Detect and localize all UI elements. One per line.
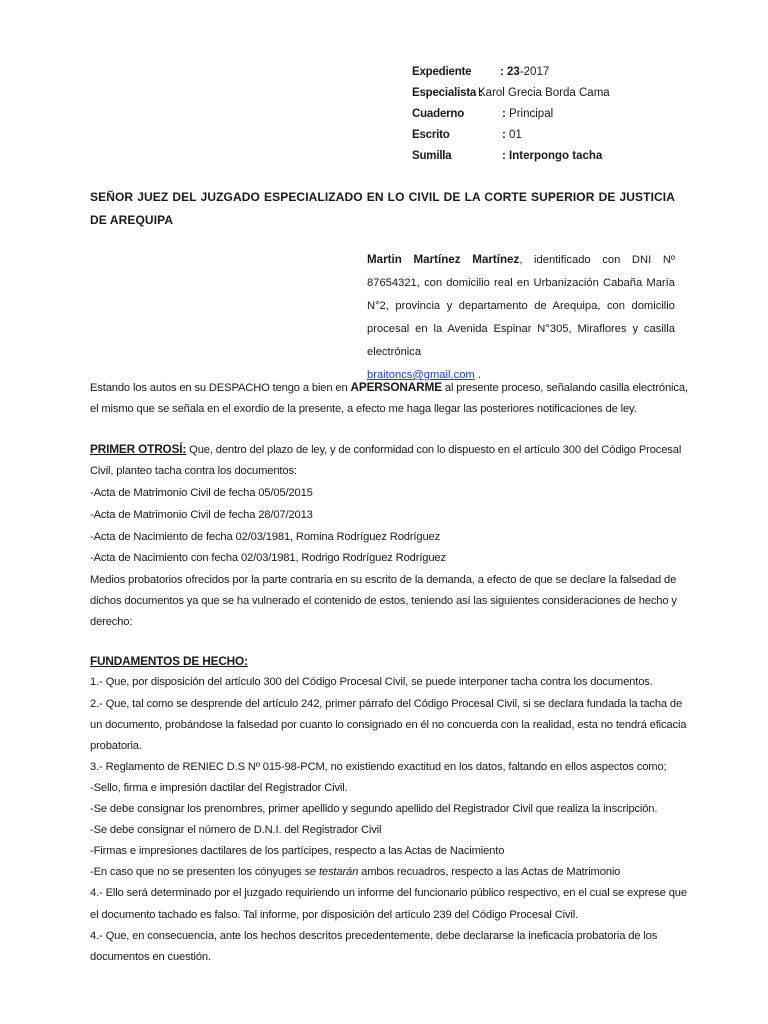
especialista-label: Especialista : — [412, 87, 483, 99]
intro-line-1: Estando los autos en su DESPACHO tengo a bien en APERSONARME al presente proceso, señalando casilla electrónica, — [90, 380, 688, 394]
party-text: , identificado con DNI Nº 87654321, con domicilio real en Urbanización Cabaña María N°2, provincia y departamento de Arequipa, con domicilio procesal en la Avenida Espinar N°305, Miraflores y casilla electrónica — [367, 254, 675, 358]
fundamento-5b: documentos en cuestión. — [90, 951, 211, 963]
fundamento-3-item: -Se debe consignar los prenombres, primer apellido y segundo apellido del Registrador Civil que realiza la inscripción. — [90, 803, 658, 815]
medios-line-1: Medios probatorios ofrecidos por la parte contraria en su escrito de la demanda, a efecto de que se declare la falsedad de — [90, 574, 677, 586]
party-name: Martin Martínez Martínez — [367, 253, 520, 266]
primer-otrosi-line-2: Civil, planteo tacha contra los documentos: — [90, 465, 297, 477]
party-block: Martin Martínez Martínez, identificado con DNI Nº 87654321, con domicilio real en Urbanización Cabaña María N°2, provincia y departamento de Arequipa, con domicilio procesal en la Avenida Espinar N°305, Miraflores y casilla electrónica braitoncs@gmail.com . — [367, 253, 675, 381]
medios-line-3: derecho: — [90, 616, 133, 628]
expediente-label: Expediente — [412, 66, 472, 78]
fundamento-3: 3.- Reglamento de RENIEC D.S Nº 015-98-PCM, no existiendo exactitud en los datos, faltando en ellos aspectos como; — [90, 761, 667, 773]
fundamento-4b: el documento tachado es falso. Tal informe, por disposición del artículo 239 del Código Procesal Civil. — [90, 909, 579, 921]
especialista-value: Karol Grecia Borda Cama — [478, 87, 610, 99]
list-item: -Acta de Matrimonio Civil de fecha 28/07/2013 — [90, 509, 313, 521]
list-item: -Acta de Matrimonio Civil de fecha 05/05/2015 — [90, 487, 313, 499]
fundamento-5a: 4.- Que, en consecuencia, ante los hechos descritos precedentemente, debe declararse la ineficacia probatoria de los — [90, 930, 658, 942]
fundamento-2b: un documento, probándose la falsedad por cuanto lo consignado en él no concuerda con la realidad, esta no tendrá eficacia — [90, 719, 687, 731]
fundamento-3-item: -Se debe consignar el número de D.N.I. del Registrador Civil — [90, 824, 382, 836]
list-item: -Acta de Nacimiento de fecha 02/03/1981, Romina Rodríguez Rodríguez — [90, 531, 441, 543]
fundamento-3-item: -Firmas e impresiones dactilares de los partícipes, respecto a las Actas de Nacimiento — [90, 845, 505, 857]
escrito-label: Escrito — [412, 129, 450, 141]
fundamento-2c: probatoria. — [90, 740, 142, 752]
primer-otrosi-heading: PRIMER OTROSÍ: — [90, 442, 187, 456]
expediente-value: : 23-2017 — [500, 66, 550, 78]
court-title: SEÑOR JUEZ DEL JUZGADO ESPECIALIZADO EN LO CIVIL DE LA CORTE SUPERIOR DE JUSTICIA DE AREQUIPA — [90, 190, 675, 227]
fundamento-3-item: -Sello, firma e impresión dactilar del Registrador Civil. — [90, 782, 348, 794]
email-link[interactable]: braitoncs@gmail.com — [367, 369, 475, 381]
intro-line-2: el mismo que se señala en el exordio de la presente, a efecto me haga llegar las posteriores notificaciones de ley. — [90, 403, 637, 415]
cuaderno-value: : Principal — [502, 108, 554, 120]
medios-line-2: dichos documentos ya que se ha vulnerado el contenido de estos, teniendo así las siguientes consideraciones de hecho y — [90, 595, 677, 607]
apersonarme-keyword: APERSONARME — [350, 380, 442, 394]
list-item: -Acta de Nacimiento con fecha 02/03/1981, Rodrigo Rodríguez Rodríguez — [90, 552, 446, 564]
fundamentos-heading: FUNDAMENTOS DE HECHO: — [90, 654, 248, 668]
cuaderno-label: Cuaderno — [412, 108, 465, 120]
primer-otrosi-line-1: PRIMER OTROSÍ: Que, dentro del plazo de ley, y de conformidad con lo dispuesto en el artículo 300 del Código Procesal — [90, 442, 682, 456]
escrito-value: : 01 — [502, 129, 522, 141]
sumilla-value: : Interpongo tacha — [502, 150, 603, 162]
fundamento-3-item: -En caso que no se presenten los cónyuges se testarán ambos recuadros, respecto a las Actas de Matrimonio — [90, 866, 621, 878]
fundamento-4a: 4.- Ello será determinado por el juzgado requiriendo un informe del funcionario público respectivo, en el cual se exprese que — [90, 887, 687, 899]
fundamento-2a: 2.- Que, tal como se desprende del artículo 242, primer párrafo del Código Procesal Civil, si se declara fundada la tacha de — [90, 698, 683, 710]
fundamento-1: 1.- Que, por disposición del artículo 300 del Código Procesal Civil, se puede interponer tacha contra los documentos. — [90, 676, 653, 688]
sumilla-label: Sumilla — [412, 150, 452, 162]
